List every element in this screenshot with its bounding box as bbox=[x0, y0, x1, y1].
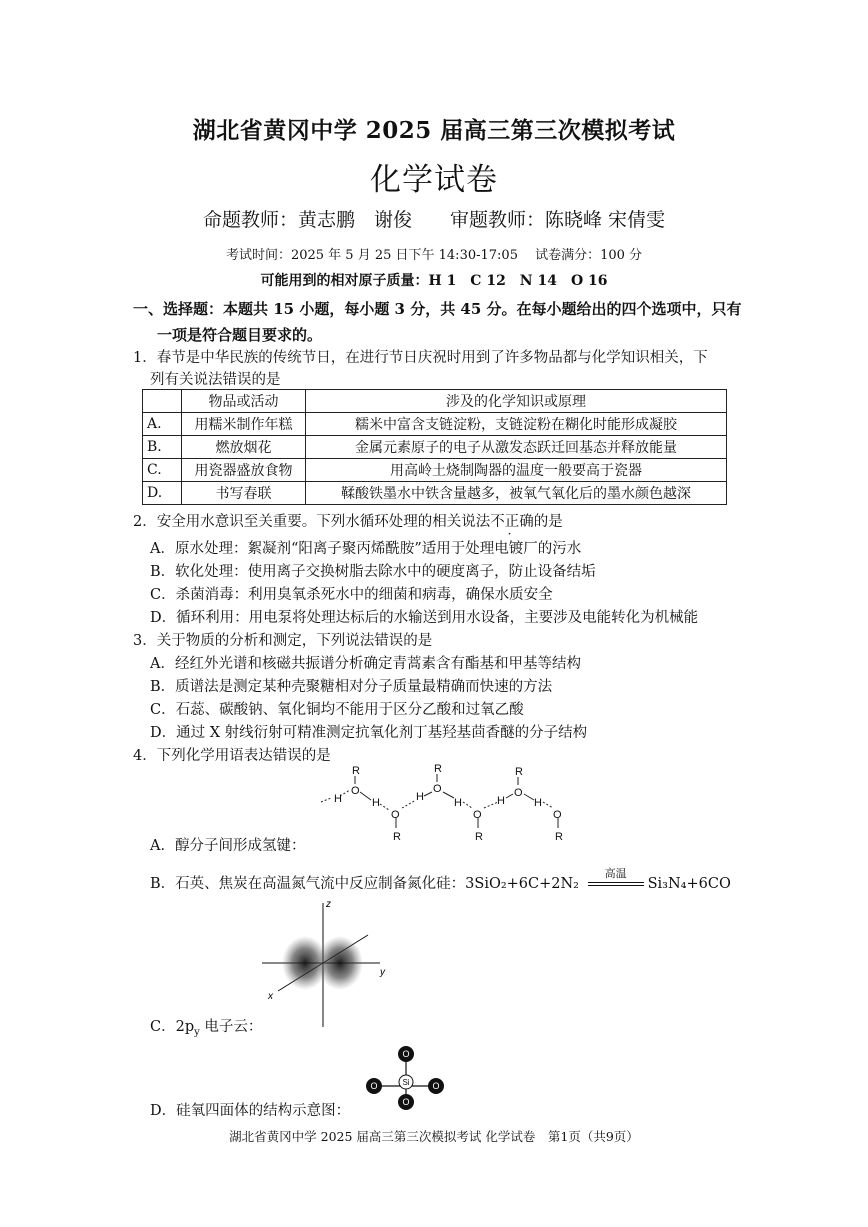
reaction-condition: 高温 bbox=[604, 867, 627, 880]
orbital-lobe bbox=[317, 936, 363, 990]
section1-heading-cont: 一项是符合题目要求的。 bbox=[157, 326, 323, 344]
q4-option-d: D．硅氧四面体的结构示意图： bbox=[150, 1103, 351, 1119]
exam-title: 湖北省黄冈中学 2025 届高三第三次模拟考试 bbox=[192, 117, 676, 144]
mol-atom-r: R bbox=[434, 763, 442, 775]
q2-option-a: A．原水处理：絮凝剂“阳离子聚丙烯酰胺”适用于处理电镀厂的污水 bbox=[150, 541, 582, 557]
exam-authors: 命题教师：黄志鹏 谢俊 审题教师：陈晓峰 宋倩雯 bbox=[202, 209, 666, 231]
mol-atom-o: O bbox=[553, 809, 562, 821]
q1-stem: 1．春节是中华民族的传统节日，在进行节日庆祝时用到了许多物品都与化学知识相关，下 bbox=[133, 350, 708, 366]
sio4-tetrahedron bbox=[360, 1042, 450, 1114]
q3-option-a: A．经红外光谱和核磁共振谱分析确定青蒿素含有酯基和甲基等结构 bbox=[150, 656, 581, 672]
axis-label-z: z bbox=[326, 899, 331, 910]
q2-option-c: C．杀菌消毒：利用臭氧杀死水中的细菌和病毒，确保水质安全 bbox=[150, 587, 553, 603]
silicon-label: Si bbox=[402, 1078, 410, 1087]
q4-option-b-text: B．石英、焦炭在高温氮气流中反应制备氮化硅： bbox=[150, 876, 466, 892]
table-cell: 用瓷器盛放食物 bbox=[182, 459, 306, 482]
mol-atom-r: R bbox=[475, 831, 483, 843]
q4-option-c-text: C．2p bbox=[150, 1019, 195, 1035]
oxygen-label: O bbox=[370, 1081, 378, 1091]
exam-subtitle: 化学试卷 bbox=[370, 162, 498, 198]
mol-atom-h: H bbox=[497, 795, 505, 807]
mol-atom-o: O bbox=[473, 809, 482, 821]
table-header: 涉及的化学知识或原理 bbox=[306, 390, 727, 413]
atomic-masses: 可能用到的相对原子质量：H 1 C 12 N 14 O 16 bbox=[260, 273, 608, 289]
q4-option-b bbox=[150, 867, 731, 893]
axis-label-x: x bbox=[268, 991, 273, 1002]
table-header bbox=[143, 390, 182, 413]
table-cell: 用糯米制作年糕 bbox=[182, 413, 306, 436]
q3-option-b: B．质谱法是测定某种壳聚糖相对分子质量最精确而快速的方法 bbox=[150, 679, 553, 695]
table-cell: C. bbox=[143, 459, 182, 482]
table-cell: 书写春联 bbox=[182, 482, 306, 505]
mol-atom-h: H bbox=[454, 797, 462, 809]
table-cell: 糯米中富含支链淀粉，支链淀粉在糊化时能形成凝胶 bbox=[306, 413, 727, 436]
mol-atom-h: H bbox=[534, 797, 542, 809]
q3-option-d: D．通过 X 射线衍射可精准测定抗氧化剂丁基羟基茴香醚的分子结构 bbox=[150, 725, 588, 741]
section1-heading: 一、选择题：本题共 15 小题，每小题 3 分，共 45 分。在每小题给出的四个选项中，只有 bbox=[133, 300, 742, 318]
table-header: 物品或活动 bbox=[182, 390, 306, 413]
mol-atom-r: R bbox=[393, 831, 401, 843]
q2-stem-part: 2．安全用水意识至关重要。下列水循环处理的相关说法 bbox=[133, 514, 491, 530]
q4-option-c bbox=[150, 1015, 262, 1038]
axis-label-y: y bbox=[380, 967, 385, 978]
table-row bbox=[143, 459, 727, 482]
mol-atom-r: R bbox=[555, 831, 563, 843]
mol-atom-h: H bbox=[372, 797, 380, 809]
table-row bbox=[143, 436, 727, 459]
oxygen-label: O bbox=[432, 1081, 440, 1091]
mol-atom-o: O bbox=[433, 783, 442, 795]
table-row bbox=[143, 413, 727, 436]
hydrogen-bond-diagram bbox=[316, 762, 586, 844]
mol-atom-o: O bbox=[391, 809, 400, 821]
table-row bbox=[143, 482, 727, 505]
table-cell: 用高岭土烧制陶器的温度一般要高于瓷器 bbox=[306, 459, 727, 482]
q2-option-b: B．软化处理：使用离子交换树脂去除水中的硬度离子，防止设备结垢 bbox=[150, 564, 596, 580]
q3-stem: 3．关于物质的分析和测定，下列说法错误的是 bbox=[133, 633, 433, 649]
mol-atom-r: R bbox=[352, 765, 360, 777]
table-cell: 金属元素原子的电子从激发态跃迁回基态并释放能量 bbox=[306, 436, 727, 459]
table-cell: 鞣酸铁墨水中铁含量越多，被氧气氧化后的墨水颜色越深 bbox=[306, 482, 727, 505]
q2-stem bbox=[133, 510, 563, 531]
mol-atom-h: H bbox=[416, 791, 424, 803]
q4-option-b-lhs: 3SiO₂+6C+2N₂ bbox=[465, 876, 579, 892]
q2-emphasis: 不正确 bbox=[490, 514, 534, 530]
table-header-row bbox=[143, 390, 727, 413]
mol-atom-o: O bbox=[351, 785, 360, 797]
table-cell: B. bbox=[143, 436, 182, 459]
table-cell: 燃放烟花 bbox=[182, 436, 306, 459]
exam-info: 考试时间：2025 年 5 月 25 日下午 14:30-17:05 试卷满分：100 分 bbox=[225, 248, 643, 263]
table-cell: D. bbox=[143, 482, 182, 505]
q4-option-a: A．醇分子间形成氢键： bbox=[150, 838, 306, 854]
q4-stem: 4．下列化学用语表达错误的是 bbox=[133, 748, 331, 764]
oxygen-label: O bbox=[402, 1049, 410, 1059]
mol-atom-h: H bbox=[334, 793, 342, 805]
mol-atom-r: R bbox=[515, 766, 523, 778]
q3-option-c: C．石蕊、碳酸钠、氧化铜均不能用于区分乙酸和过氧乙酸 bbox=[150, 702, 524, 718]
q4-option-c-tail: 电子云： bbox=[199, 1019, 263, 1035]
reaction-arrow bbox=[588, 867, 644, 891]
q1-stem-cont: 列有关说法错误的是 bbox=[150, 372, 281, 388]
page-footer: 湖北省黄冈中学 2025 届高三第三次模拟考试 化学试卷 第1页（共9页） bbox=[229, 1129, 639, 1144]
table-cell: A. bbox=[143, 413, 182, 436]
q4-option-b-rhs: Si₃N₄+6CO bbox=[647, 876, 731, 892]
mol-atom-o: O bbox=[514, 787, 523, 799]
q4-option-c-sub: y bbox=[194, 1026, 200, 1038]
q1-table bbox=[142, 389, 727, 505]
oxygen-label: O bbox=[402, 1097, 410, 1107]
q2-option-d: D．循环利用：用电泵将处理达标后的水输送到用水设备，主要涉及电能转化为机械能 bbox=[150, 610, 699, 626]
p-orbital-figure bbox=[258, 895, 398, 1030]
q2-stem-part: 的是 bbox=[533, 514, 563, 530]
